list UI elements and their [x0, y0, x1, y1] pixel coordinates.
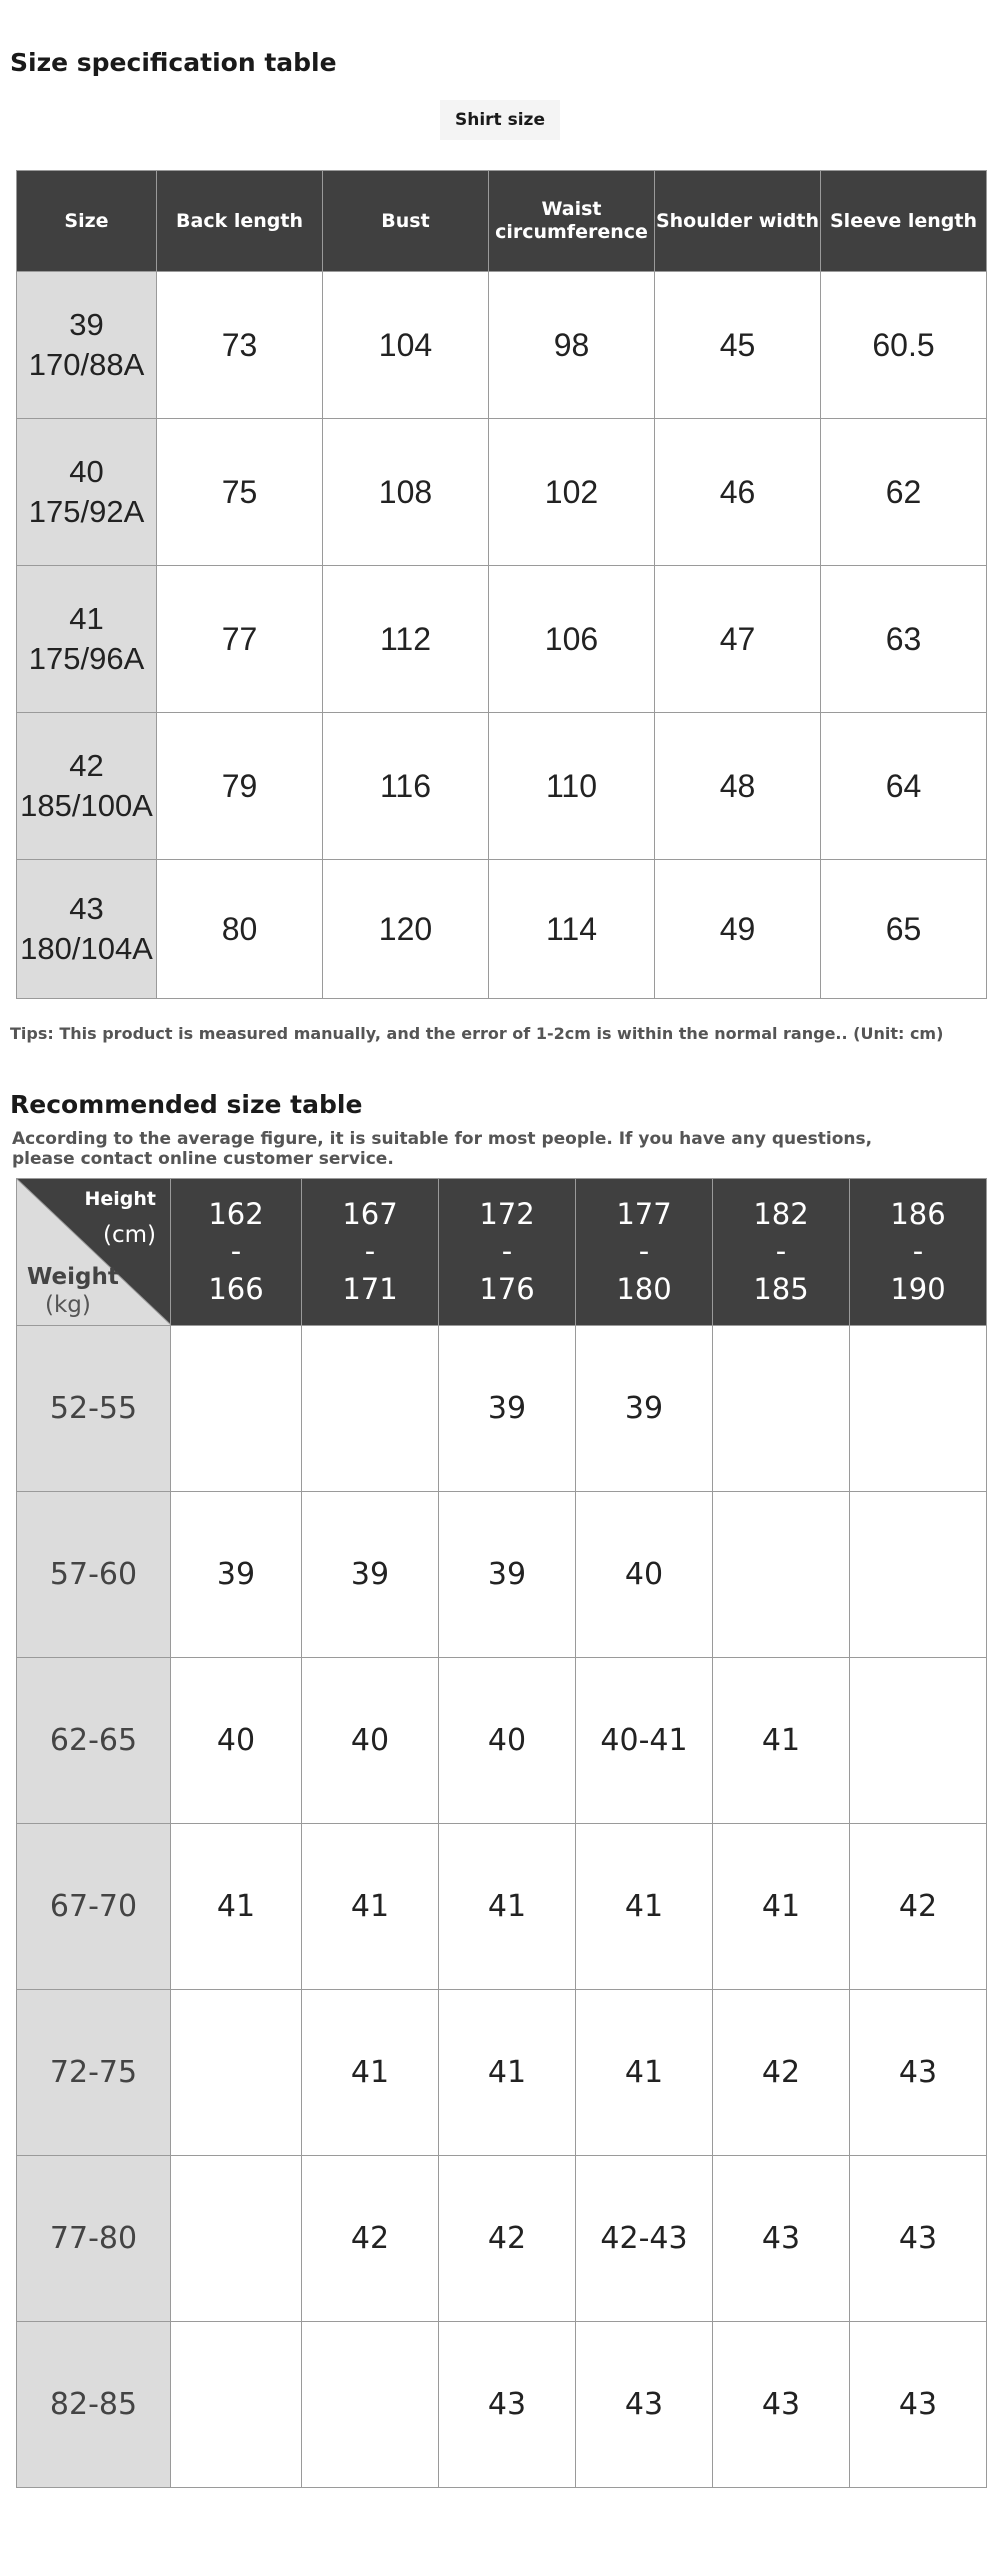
size-recommendation-cell: 41 — [302, 1824, 439, 1990]
size-recommendation-cell: 40 — [576, 1492, 713, 1658]
size-recommendation-cell: 43 — [850, 2156, 987, 2322]
shirt-size-label: Shirt size — [440, 100, 560, 140]
size-recommendation-cell: 42 — [302, 2156, 439, 2322]
weight-cell: 57-60 — [17, 1492, 171, 1658]
size-recommendation-cell: 41 — [439, 1990, 576, 2156]
measurement-cell: 62 — [821, 419, 987, 566]
weight-unit: (kg) — [45, 1292, 91, 1318]
measurement-cell: 108 — [323, 419, 489, 566]
measurement-cell: 79 — [157, 713, 323, 860]
measurement-cell: 49 — [655, 860, 821, 999]
size-code: 175/96A — [28, 641, 145, 676]
table-row — [17, 419, 987, 566]
corner-cell — [17, 1179, 171, 1326]
measurement-cell: 77 — [157, 566, 323, 713]
height-from: 162 — [208, 1197, 264, 1232]
size-recommendation-cell: 43 — [439, 2322, 576, 2488]
measurement-cell: 64 — [821, 713, 987, 860]
weight-cell: 77-80 — [17, 2156, 171, 2322]
table-row — [17, 272, 987, 419]
table-row — [17, 1492, 987, 1658]
spec-header-shoulder: Shoulder width — [655, 171, 821, 272]
height-sep: - — [638, 1234, 650, 1269]
height-to: 171 — [342, 1271, 398, 1306]
size-cell — [17, 566, 157, 713]
measurement-cell: 120 — [323, 860, 489, 999]
height-to: 190 — [890, 1271, 946, 1306]
table-row — [17, 1658, 987, 1824]
size-cell — [17, 860, 157, 999]
size-number: 42 — [69, 747, 104, 783]
spec-header-row — [17, 171, 987, 272]
height-sep: - — [364, 1234, 376, 1269]
measurement-cell: 102 — [489, 419, 655, 566]
height-sep: - — [912, 1234, 924, 1269]
size-recommendation-cell: 40-41 — [576, 1658, 713, 1824]
size-recommendation-cell: 42 — [850, 1824, 987, 1990]
size-recommendation-cell: 42 — [439, 2156, 576, 2322]
size-recommendation-cell — [171, 2322, 302, 2488]
tips-text: Tips: This product is measured manually, and the error of 1-2cm is within the normal range.. (Unit: cm) — [10, 1024, 944, 1043]
size-recommendation-cell: 39 — [439, 1492, 576, 1658]
height-range-header — [439, 1179, 576, 1326]
size-recommendation-cell — [850, 1326, 987, 1492]
size-number: 40 — [69, 453, 104, 489]
size-recommendation-cell: 43 — [713, 2156, 850, 2322]
size-code: 185/100A — [20, 788, 153, 823]
height-sep: - — [230, 1234, 242, 1269]
size-recommendation-cell: 41 — [713, 1824, 850, 1990]
recommend-table — [16, 1178, 987, 2488]
size-recommendation-cell: 41 — [576, 1824, 713, 1990]
height-unit: (cm) — [103, 1222, 156, 1248]
table-row — [17, 860, 987, 999]
size-recommendation-cell: 40 — [302, 1658, 439, 1824]
size-spec-title: Size specification table — [10, 48, 337, 77]
size-recommendation-cell: 41 — [439, 1824, 576, 1990]
recommend-description: According to the average figure, it is suitable for most people. If you have any questions, please contact online customer service. — [12, 1129, 873, 1169]
height-to: 180 — [616, 1271, 672, 1306]
height-range-header — [850, 1179, 987, 1326]
measurement-cell: 112 — [323, 566, 489, 713]
recommend-title: Recommended size table — [10, 1090, 363, 1119]
measurement-cell: 116 — [323, 713, 489, 860]
size-recommendation-cell: 39 — [302, 1492, 439, 1658]
table-row — [17, 1326, 987, 1492]
size-recommendation-cell: 39 — [171, 1492, 302, 1658]
weight-cell: 52-55 — [17, 1326, 171, 1492]
size-recommendation-cell: 43 — [850, 1990, 987, 2156]
height-to: 185 — [753, 1271, 809, 1306]
height-sep: - — [775, 1234, 787, 1269]
table-row — [17, 1990, 987, 2156]
measurement-cell: 60.5 — [821, 272, 987, 419]
measurement-cell: 48 — [655, 713, 821, 860]
size-number: 43 — [69, 890, 104, 926]
spec-header-back-length: Back length — [157, 171, 323, 272]
measurement-cell: 98 — [489, 272, 655, 419]
height-from: 177 — [616, 1197, 672, 1232]
size-number: 39 — [69, 306, 104, 342]
table-row — [17, 1824, 987, 1990]
size-recommendation-cell: 41 — [576, 1990, 713, 2156]
measurement-cell: 73 — [157, 272, 323, 419]
measurement-cell: 46 — [655, 419, 821, 566]
size-recommendation-cell: 39 — [439, 1326, 576, 1492]
height-range-header — [576, 1179, 713, 1326]
weight-cell: 62-65 — [17, 1658, 171, 1824]
height-range-header — [171, 1179, 302, 1326]
measurement-cell: 110 — [489, 713, 655, 860]
height-label: Height — [84, 1188, 156, 1210]
height-from: 182 — [753, 1197, 809, 1232]
size-recommendation-cell: 43 — [850, 2322, 987, 2488]
height-sep: - — [501, 1234, 513, 1269]
size-recommendation-cell — [850, 1658, 987, 1824]
size-recommendation-cell — [302, 1326, 439, 1492]
measurement-cell: 65 — [821, 860, 987, 999]
size-cell — [17, 419, 157, 566]
size-code: 175/92A — [28, 494, 145, 529]
size-recommendation-cell — [302, 2322, 439, 2488]
size-cell — [17, 713, 157, 860]
table-row — [17, 566, 987, 713]
size-recommendation-cell: 42-43 — [576, 2156, 713, 2322]
size-recommendation-cell — [713, 1326, 850, 1492]
size-recommendation-cell — [171, 1990, 302, 2156]
spec-header-sleeve: Sleeve length — [821, 171, 987, 272]
size-recommendation-cell — [850, 1492, 987, 1658]
weight-cell: 67-70 — [17, 1824, 171, 1990]
size-recommendation-cell: 42 — [713, 1990, 850, 2156]
measurement-cell: 104 — [323, 272, 489, 419]
table-row — [17, 2156, 987, 2322]
spec-header-waist: Waist circumference — [489, 171, 655, 272]
measurement-cell: 80 — [157, 860, 323, 999]
size-recommendation-cell: 41 — [302, 1990, 439, 2156]
height-to: 166 — [208, 1271, 264, 1306]
size-cell — [17, 272, 157, 419]
size-recommendation-cell — [171, 2156, 302, 2322]
size-recommendation-cell: 39 — [576, 1326, 713, 1492]
measurement-cell: 47 — [655, 566, 821, 713]
size-code: 180/104A — [20, 931, 153, 966]
weight-cell: 82-85 — [17, 2322, 171, 2488]
height-from: 167 — [342, 1197, 398, 1232]
height-from: 186 — [890, 1197, 946, 1232]
table-row — [17, 2322, 987, 2488]
measurement-cell: 75 — [157, 419, 323, 566]
size-spec-table — [16, 170, 987, 999]
measurement-cell: 106 — [489, 566, 655, 713]
size-recommendation-cell: 43 — [713, 2322, 850, 2488]
measurement-cell: 114 — [489, 860, 655, 999]
height-to: 176 — [479, 1271, 535, 1306]
spec-header-bust: Bust — [323, 171, 489, 272]
weight-label: Weight — [27, 1264, 119, 1290]
size-number: 41 — [69, 600, 104, 636]
spec-header-size: Size — [17, 171, 157, 272]
height-from: 172 — [479, 1197, 535, 1232]
measurement-cell: 45 — [655, 272, 821, 419]
measurement-cell: 63 — [821, 566, 987, 713]
height-range-header — [302, 1179, 439, 1326]
size-recommendation-cell: 40 — [171, 1658, 302, 1824]
size-recommendation-cell: 43 — [576, 2322, 713, 2488]
size-recommendation-cell — [171, 1326, 302, 1492]
recommend-header-row — [17, 1179, 987, 1326]
size-code: 170/88A — [28, 347, 145, 382]
height-range-header — [713, 1179, 850, 1326]
weight-cell: 72-75 — [17, 1990, 171, 2156]
size-recommendation-cell: 41 — [713, 1658, 850, 1824]
table-row — [17, 713, 987, 860]
size-recommendation-cell: 41 — [171, 1824, 302, 1990]
size-recommendation-cell — [713, 1492, 850, 1658]
size-recommendation-cell: 40 — [439, 1658, 576, 1824]
